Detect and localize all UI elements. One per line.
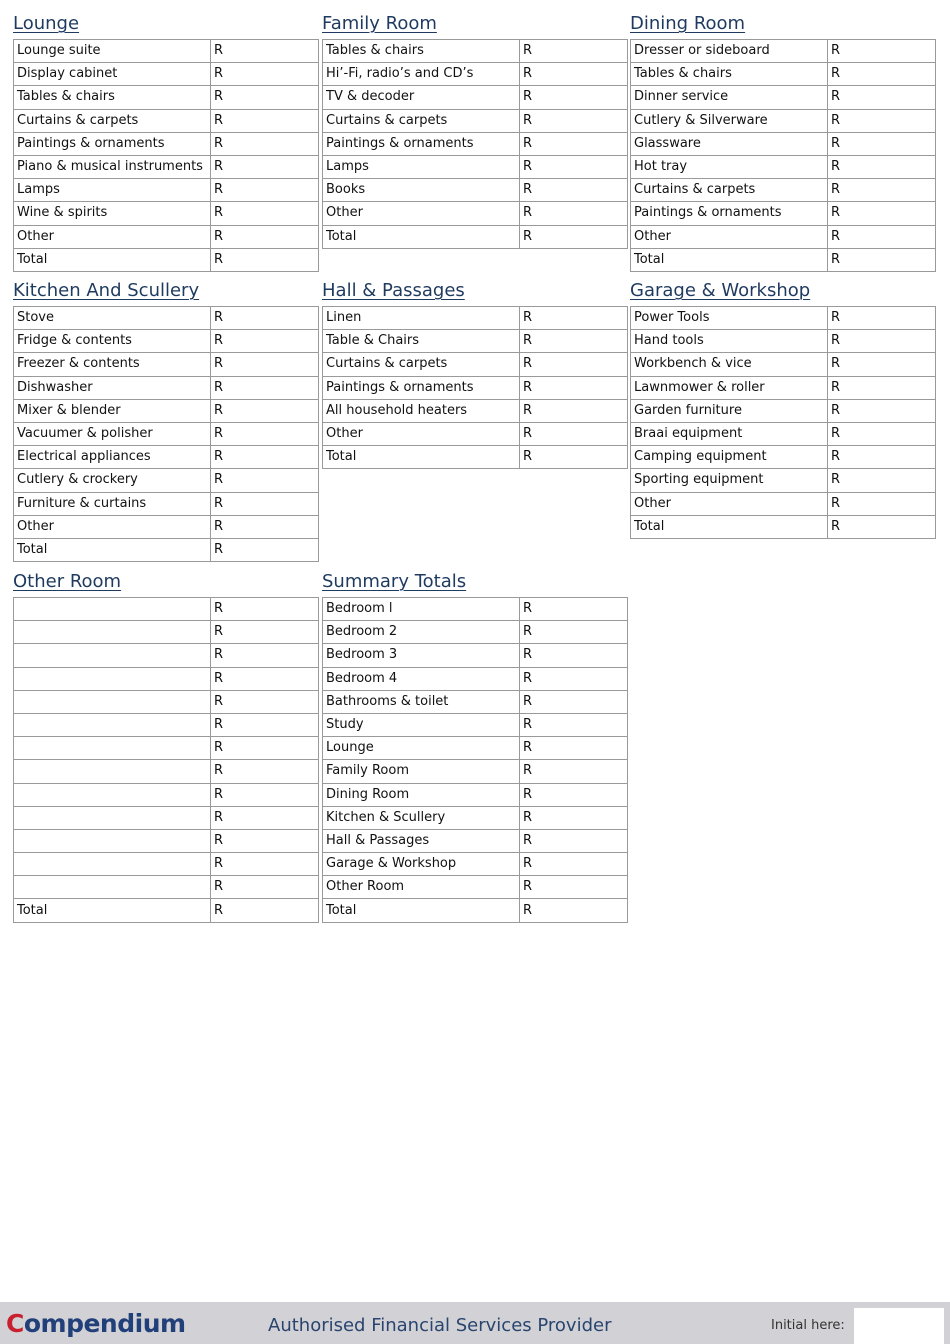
item-label: Dinner service xyxy=(631,86,828,109)
garage-heading: Garage & Workshop xyxy=(630,280,811,301)
table-row xyxy=(14,109,319,132)
item-label xyxy=(14,853,211,876)
amount-field[interactable]: R xyxy=(828,330,936,353)
table-row xyxy=(323,644,628,667)
amount-field[interactable]: R xyxy=(520,446,628,469)
item-label: Lounge xyxy=(323,737,520,760)
table-row xyxy=(14,806,319,829)
amount-field[interactable]: R xyxy=(828,422,936,445)
item-label: Other xyxy=(323,422,520,445)
item-label: Total xyxy=(631,248,828,271)
item-label: Linen xyxy=(323,307,520,330)
amount-field[interactable]: R xyxy=(211,399,319,422)
amount-field[interactable]: R xyxy=(211,492,319,515)
amount-field[interactable]: R xyxy=(520,179,628,202)
kitchen-heading: Kitchen And Scullery xyxy=(13,280,200,301)
amount-field[interactable]: R xyxy=(828,307,936,330)
item-label: Fridge & contents xyxy=(14,330,211,353)
total-row xyxy=(14,899,319,922)
other-room-heading: Other Room xyxy=(13,571,122,592)
amount-field[interactable]: R xyxy=(211,446,319,469)
amount-field[interactable]: R xyxy=(828,353,936,376)
other-room-section xyxy=(13,571,319,923)
table-row xyxy=(14,737,319,760)
total-row xyxy=(631,248,936,271)
table-row xyxy=(14,330,319,353)
amount-field[interactable]: R xyxy=(211,538,319,561)
amount-field[interactable]: R xyxy=(828,225,936,248)
lounge-section xyxy=(13,13,319,272)
item-label: Curtains & carpets xyxy=(323,109,520,132)
item-label: Stove xyxy=(14,307,211,330)
amount-field[interactable]: R xyxy=(211,644,319,667)
item-label: Total xyxy=(323,446,520,469)
item-label: Other xyxy=(323,202,520,225)
amount-field[interactable]: R xyxy=(211,86,319,109)
table-row xyxy=(323,330,628,353)
table-row xyxy=(14,132,319,155)
amount-field[interactable]: R xyxy=(211,829,319,852)
item-label: Total xyxy=(14,248,211,271)
amount-field[interactable]: R xyxy=(520,760,628,783)
amount-field[interactable]: R xyxy=(520,132,628,155)
amount-field[interactable]: R xyxy=(520,307,628,330)
item-label: Dishwasher xyxy=(14,376,211,399)
amount-field[interactable]: R xyxy=(211,40,319,63)
amount-field[interactable]: R xyxy=(211,155,319,178)
table-row xyxy=(14,86,319,109)
item-label xyxy=(14,713,211,736)
item-label: Total xyxy=(14,899,211,922)
item-label: Workbench & vice xyxy=(631,353,828,376)
table-row xyxy=(14,644,319,667)
table-row xyxy=(323,737,628,760)
item-label: Cutlery & Silverware xyxy=(631,109,828,132)
amount-field[interactable]: R xyxy=(211,876,319,899)
item-label: Total xyxy=(631,515,828,538)
other-room-table xyxy=(13,597,319,923)
table-row xyxy=(323,783,628,806)
amount-field[interactable]: R xyxy=(828,40,936,63)
amount-field[interactable]: R xyxy=(828,155,936,178)
table-row xyxy=(631,63,936,86)
table-row xyxy=(323,806,628,829)
item-label: Dining Room xyxy=(323,783,520,806)
item-label: Study xyxy=(323,713,520,736)
table-row xyxy=(323,109,628,132)
item-label: Lounge suite xyxy=(14,40,211,63)
item-label: Hot tray xyxy=(631,155,828,178)
item-label: Vacuumer & polisher xyxy=(14,422,211,445)
item-label: TV & decoder xyxy=(323,86,520,109)
table-row xyxy=(323,376,628,399)
item-label: Furniture & curtains xyxy=(14,492,211,515)
item-label: Tables & chairs xyxy=(14,86,211,109)
amount-field[interactable]: R xyxy=(211,422,319,445)
amount-field[interactable]: R xyxy=(828,376,936,399)
amount-field[interactable]: R xyxy=(211,598,319,621)
table-row xyxy=(14,469,319,492)
amount-field[interactable]: R xyxy=(520,644,628,667)
amount-field[interactable]: R xyxy=(211,737,319,760)
lounge-table xyxy=(13,39,319,272)
amount-field[interactable]: R xyxy=(520,667,628,690)
dining-room-heading: Dining Room xyxy=(630,13,746,34)
item-label: Family Room xyxy=(323,760,520,783)
item-label xyxy=(14,598,211,621)
family-room-heading: Family Room xyxy=(322,13,437,34)
total-row xyxy=(14,538,319,561)
total-row xyxy=(631,515,936,538)
item-label: Glassware xyxy=(631,132,828,155)
initial-label: Initial here: xyxy=(771,1318,845,1333)
item-label: Electrical appliances xyxy=(14,446,211,469)
table-row xyxy=(323,598,628,621)
table-row xyxy=(14,515,319,538)
family-room-section xyxy=(322,13,628,249)
item-label xyxy=(14,690,211,713)
summary-heading: Summary Totals xyxy=(322,571,467,592)
table-row xyxy=(631,86,936,109)
amount-field[interactable]: R xyxy=(211,469,319,492)
garage-table xyxy=(630,306,936,539)
item-label: Total xyxy=(14,538,211,561)
amount-field[interactable]: R xyxy=(520,422,628,445)
amount-field[interactable]: R xyxy=(828,202,936,225)
amount-field[interactable]: R xyxy=(520,737,628,760)
item-label: Garden furniture xyxy=(631,399,828,422)
amount-field[interactable]: R xyxy=(520,598,628,621)
table-row xyxy=(631,469,936,492)
amount-field[interactable]: R xyxy=(211,515,319,538)
table-row xyxy=(323,179,628,202)
amount-field[interactable]: R xyxy=(211,853,319,876)
table-row xyxy=(323,63,628,86)
table-row xyxy=(14,40,319,63)
total-row xyxy=(323,899,628,922)
item-label: Hi’-Fi, radio’s and CD’s xyxy=(323,63,520,86)
amount-field[interactable]: R xyxy=(520,713,628,736)
amount-field[interactable]: R xyxy=(520,155,628,178)
item-label: Other xyxy=(631,225,828,248)
item-label: Lamps xyxy=(14,179,211,202)
hall-table xyxy=(322,306,628,469)
table-row xyxy=(323,667,628,690)
amount-field[interactable]: R xyxy=(520,376,628,399)
table-row xyxy=(14,783,319,806)
table-row xyxy=(14,598,319,621)
amount-field[interactable]: R xyxy=(828,469,936,492)
table-row xyxy=(14,667,319,690)
amount-field[interactable]: R xyxy=(211,179,319,202)
table-row xyxy=(14,353,319,376)
lounge-heading: Lounge xyxy=(13,13,80,34)
item-label: Garage & Workshop xyxy=(323,853,520,876)
amount-field[interactable]: R xyxy=(828,248,936,271)
table-row xyxy=(14,690,319,713)
table-row xyxy=(14,307,319,330)
amount-field[interactable]: R xyxy=(211,621,319,644)
table-row xyxy=(323,86,628,109)
summary-section xyxy=(322,571,628,923)
item-label xyxy=(14,806,211,829)
amount-field[interactable]: R xyxy=(520,353,628,376)
amount-field[interactable]: R xyxy=(828,515,936,538)
table-row xyxy=(14,829,319,852)
amount-field[interactable]: R xyxy=(520,690,628,713)
item-label: Power Tools xyxy=(631,307,828,330)
table-row xyxy=(323,621,628,644)
item-label: Display cabinet xyxy=(14,63,211,86)
table-row xyxy=(631,492,936,515)
item-label: Paintings & ornaments xyxy=(323,132,520,155)
table-row xyxy=(323,690,628,713)
amount-field[interactable]: R xyxy=(828,399,936,422)
item-label: Paintings & ornaments xyxy=(14,132,211,155)
table-row xyxy=(323,40,628,63)
amount-field[interactable]: R xyxy=(211,225,319,248)
item-label: Tables & chairs xyxy=(631,63,828,86)
amount-field[interactable]: R xyxy=(211,248,319,271)
item-label xyxy=(14,876,211,899)
amount-field[interactable]: R xyxy=(520,225,628,248)
item-label: Bedroom l xyxy=(323,598,520,621)
amount-field[interactable]: R xyxy=(211,806,319,829)
item-label xyxy=(14,760,211,783)
amount-field[interactable]: R xyxy=(211,132,319,155)
amount-field[interactable]: R xyxy=(211,760,319,783)
amount-field[interactable]: R xyxy=(520,63,628,86)
table-row xyxy=(14,876,319,899)
item-label: Tables & chairs xyxy=(323,40,520,63)
compendium-logo: Compendium xyxy=(6,1309,186,1338)
table-row xyxy=(631,307,936,330)
initial-input-box[interactable] xyxy=(854,1308,944,1344)
amount-field[interactable]: R xyxy=(211,690,319,713)
item-label: Freezer & contents xyxy=(14,353,211,376)
amount-field[interactable]: R xyxy=(520,330,628,353)
amount-field[interactable]: R xyxy=(520,876,628,899)
table-row xyxy=(14,376,319,399)
amount-field[interactable]: R xyxy=(520,86,628,109)
table-row xyxy=(631,422,936,445)
hall-heading: Hall & Passages xyxy=(322,280,465,301)
table-row xyxy=(631,40,936,63)
table-row xyxy=(631,399,936,422)
dining-room-table xyxy=(630,39,936,272)
table-row xyxy=(14,63,319,86)
table-row xyxy=(323,132,628,155)
item-label: Hall & Passages xyxy=(323,829,520,852)
item-label: Camping equipment xyxy=(631,446,828,469)
item-label: Cutlery & crockery xyxy=(14,469,211,492)
garage-section xyxy=(630,280,936,539)
item-label xyxy=(14,737,211,760)
item-label xyxy=(14,829,211,852)
table-row xyxy=(14,202,319,225)
dining-room-section xyxy=(630,13,936,272)
item-label: Other xyxy=(14,515,211,538)
table-row xyxy=(14,760,319,783)
amount-field[interactable]: R xyxy=(520,40,628,63)
table-row xyxy=(323,760,628,783)
item-label xyxy=(14,621,211,644)
kitchen-table xyxy=(13,306,319,562)
item-label: Curtains & carpets xyxy=(323,353,520,376)
table-row xyxy=(631,202,936,225)
item-label: Curtains & carpets xyxy=(631,179,828,202)
table-row xyxy=(631,376,936,399)
item-label: Table & Chairs xyxy=(323,330,520,353)
item-label: Other xyxy=(631,492,828,515)
item-label: Paintings & ornaments xyxy=(631,202,828,225)
total-row xyxy=(323,446,628,469)
amount-field[interactable]: R xyxy=(520,783,628,806)
item-label: Wine & spirits xyxy=(14,202,211,225)
table-row xyxy=(631,109,936,132)
table-row xyxy=(14,179,319,202)
table-row xyxy=(323,399,628,422)
item-label: Books xyxy=(323,179,520,202)
amount-field[interactable]: R xyxy=(211,783,319,806)
amount-field[interactable]: R xyxy=(828,86,936,109)
table-row xyxy=(14,155,319,178)
amount-field[interactable]: R xyxy=(520,806,628,829)
table-row xyxy=(14,225,319,248)
item-label: Total xyxy=(323,899,520,922)
item-label: Curtains & carpets xyxy=(14,109,211,132)
table-row xyxy=(631,330,936,353)
footer-bar xyxy=(0,1302,950,1344)
kitchen-section xyxy=(13,280,319,562)
item-label xyxy=(14,667,211,690)
table-row xyxy=(631,155,936,178)
amount-field[interactable]: R xyxy=(211,330,319,353)
table-row xyxy=(323,155,628,178)
table-row xyxy=(14,492,319,515)
table-row xyxy=(323,353,628,376)
item-label: Braai equipment xyxy=(631,422,828,445)
amount-field[interactable]: R xyxy=(211,899,319,922)
family-room-table xyxy=(322,39,628,249)
item-label: Bedroom 4 xyxy=(323,667,520,690)
amount-field[interactable]: R xyxy=(520,621,628,644)
amount-field[interactable]: R xyxy=(211,353,319,376)
table-row xyxy=(323,876,628,899)
table-row xyxy=(323,853,628,876)
table-row xyxy=(14,399,319,422)
amount-field[interactable]: R xyxy=(520,109,628,132)
item-label: Total xyxy=(323,225,520,248)
summary-table xyxy=(322,597,628,923)
item-label: All household heaters xyxy=(323,399,520,422)
amount-field[interactable]: R xyxy=(828,109,936,132)
amount-field[interactable]: R xyxy=(828,492,936,515)
amount-field[interactable]: R xyxy=(211,713,319,736)
item-label: Other xyxy=(14,225,211,248)
table-row xyxy=(14,713,319,736)
item-label: Mixer & blender xyxy=(14,399,211,422)
amount-field[interactable]: R xyxy=(211,667,319,690)
item-label xyxy=(14,644,211,667)
amount-field[interactable]: R xyxy=(211,202,319,225)
item-label: Sporting equipment xyxy=(631,469,828,492)
table-row xyxy=(323,307,628,330)
table-row xyxy=(323,713,628,736)
table-row xyxy=(631,353,936,376)
item-label: Kitchen & Scullery xyxy=(323,806,520,829)
table-row xyxy=(631,446,936,469)
table-row xyxy=(631,225,936,248)
amount-field[interactable]: R xyxy=(211,63,319,86)
table-row xyxy=(14,621,319,644)
table-row xyxy=(631,132,936,155)
amount-field[interactable]: R xyxy=(520,899,628,922)
item-label: Piano & musical instruments xyxy=(14,155,211,178)
amount-field[interactable]: R xyxy=(211,376,319,399)
amount-field[interactable]: R xyxy=(828,446,936,469)
item-label: Bathrooms & toilet xyxy=(323,690,520,713)
table-row xyxy=(14,446,319,469)
table-row xyxy=(14,422,319,445)
item-label: Dresser or sideboard xyxy=(631,40,828,63)
item-label: Paintings & ornaments xyxy=(323,376,520,399)
item-label: Lawnmower & roller xyxy=(631,376,828,399)
amount-field[interactable]: R xyxy=(520,853,628,876)
item-label: Other Room xyxy=(323,876,520,899)
table-row xyxy=(323,829,628,852)
amount-field[interactable]: R xyxy=(828,179,936,202)
amount-field[interactable]: R xyxy=(211,307,319,330)
table-row xyxy=(323,422,628,445)
table-row xyxy=(14,853,319,876)
total-row xyxy=(14,248,319,271)
amount-field[interactable]: R xyxy=(828,132,936,155)
item-label: Hand tools xyxy=(631,330,828,353)
table-row xyxy=(631,179,936,202)
item-label: Lamps xyxy=(323,155,520,178)
amount-field[interactable]: R xyxy=(520,399,628,422)
amount-field[interactable]: R xyxy=(520,202,628,225)
total-row xyxy=(323,225,628,248)
hall-section xyxy=(322,280,628,469)
table-row xyxy=(323,202,628,225)
amount-field[interactable]: R xyxy=(211,109,319,132)
item-label: Bedroom 3 xyxy=(323,644,520,667)
amount-field[interactable]: R xyxy=(520,829,628,852)
item-label xyxy=(14,783,211,806)
amount-field[interactable]: R xyxy=(828,63,936,86)
item-label: Bedroom 2 xyxy=(323,621,520,644)
footer-tagline: Authorised Financial Services Provider xyxy=(268,1315,612,1336)
